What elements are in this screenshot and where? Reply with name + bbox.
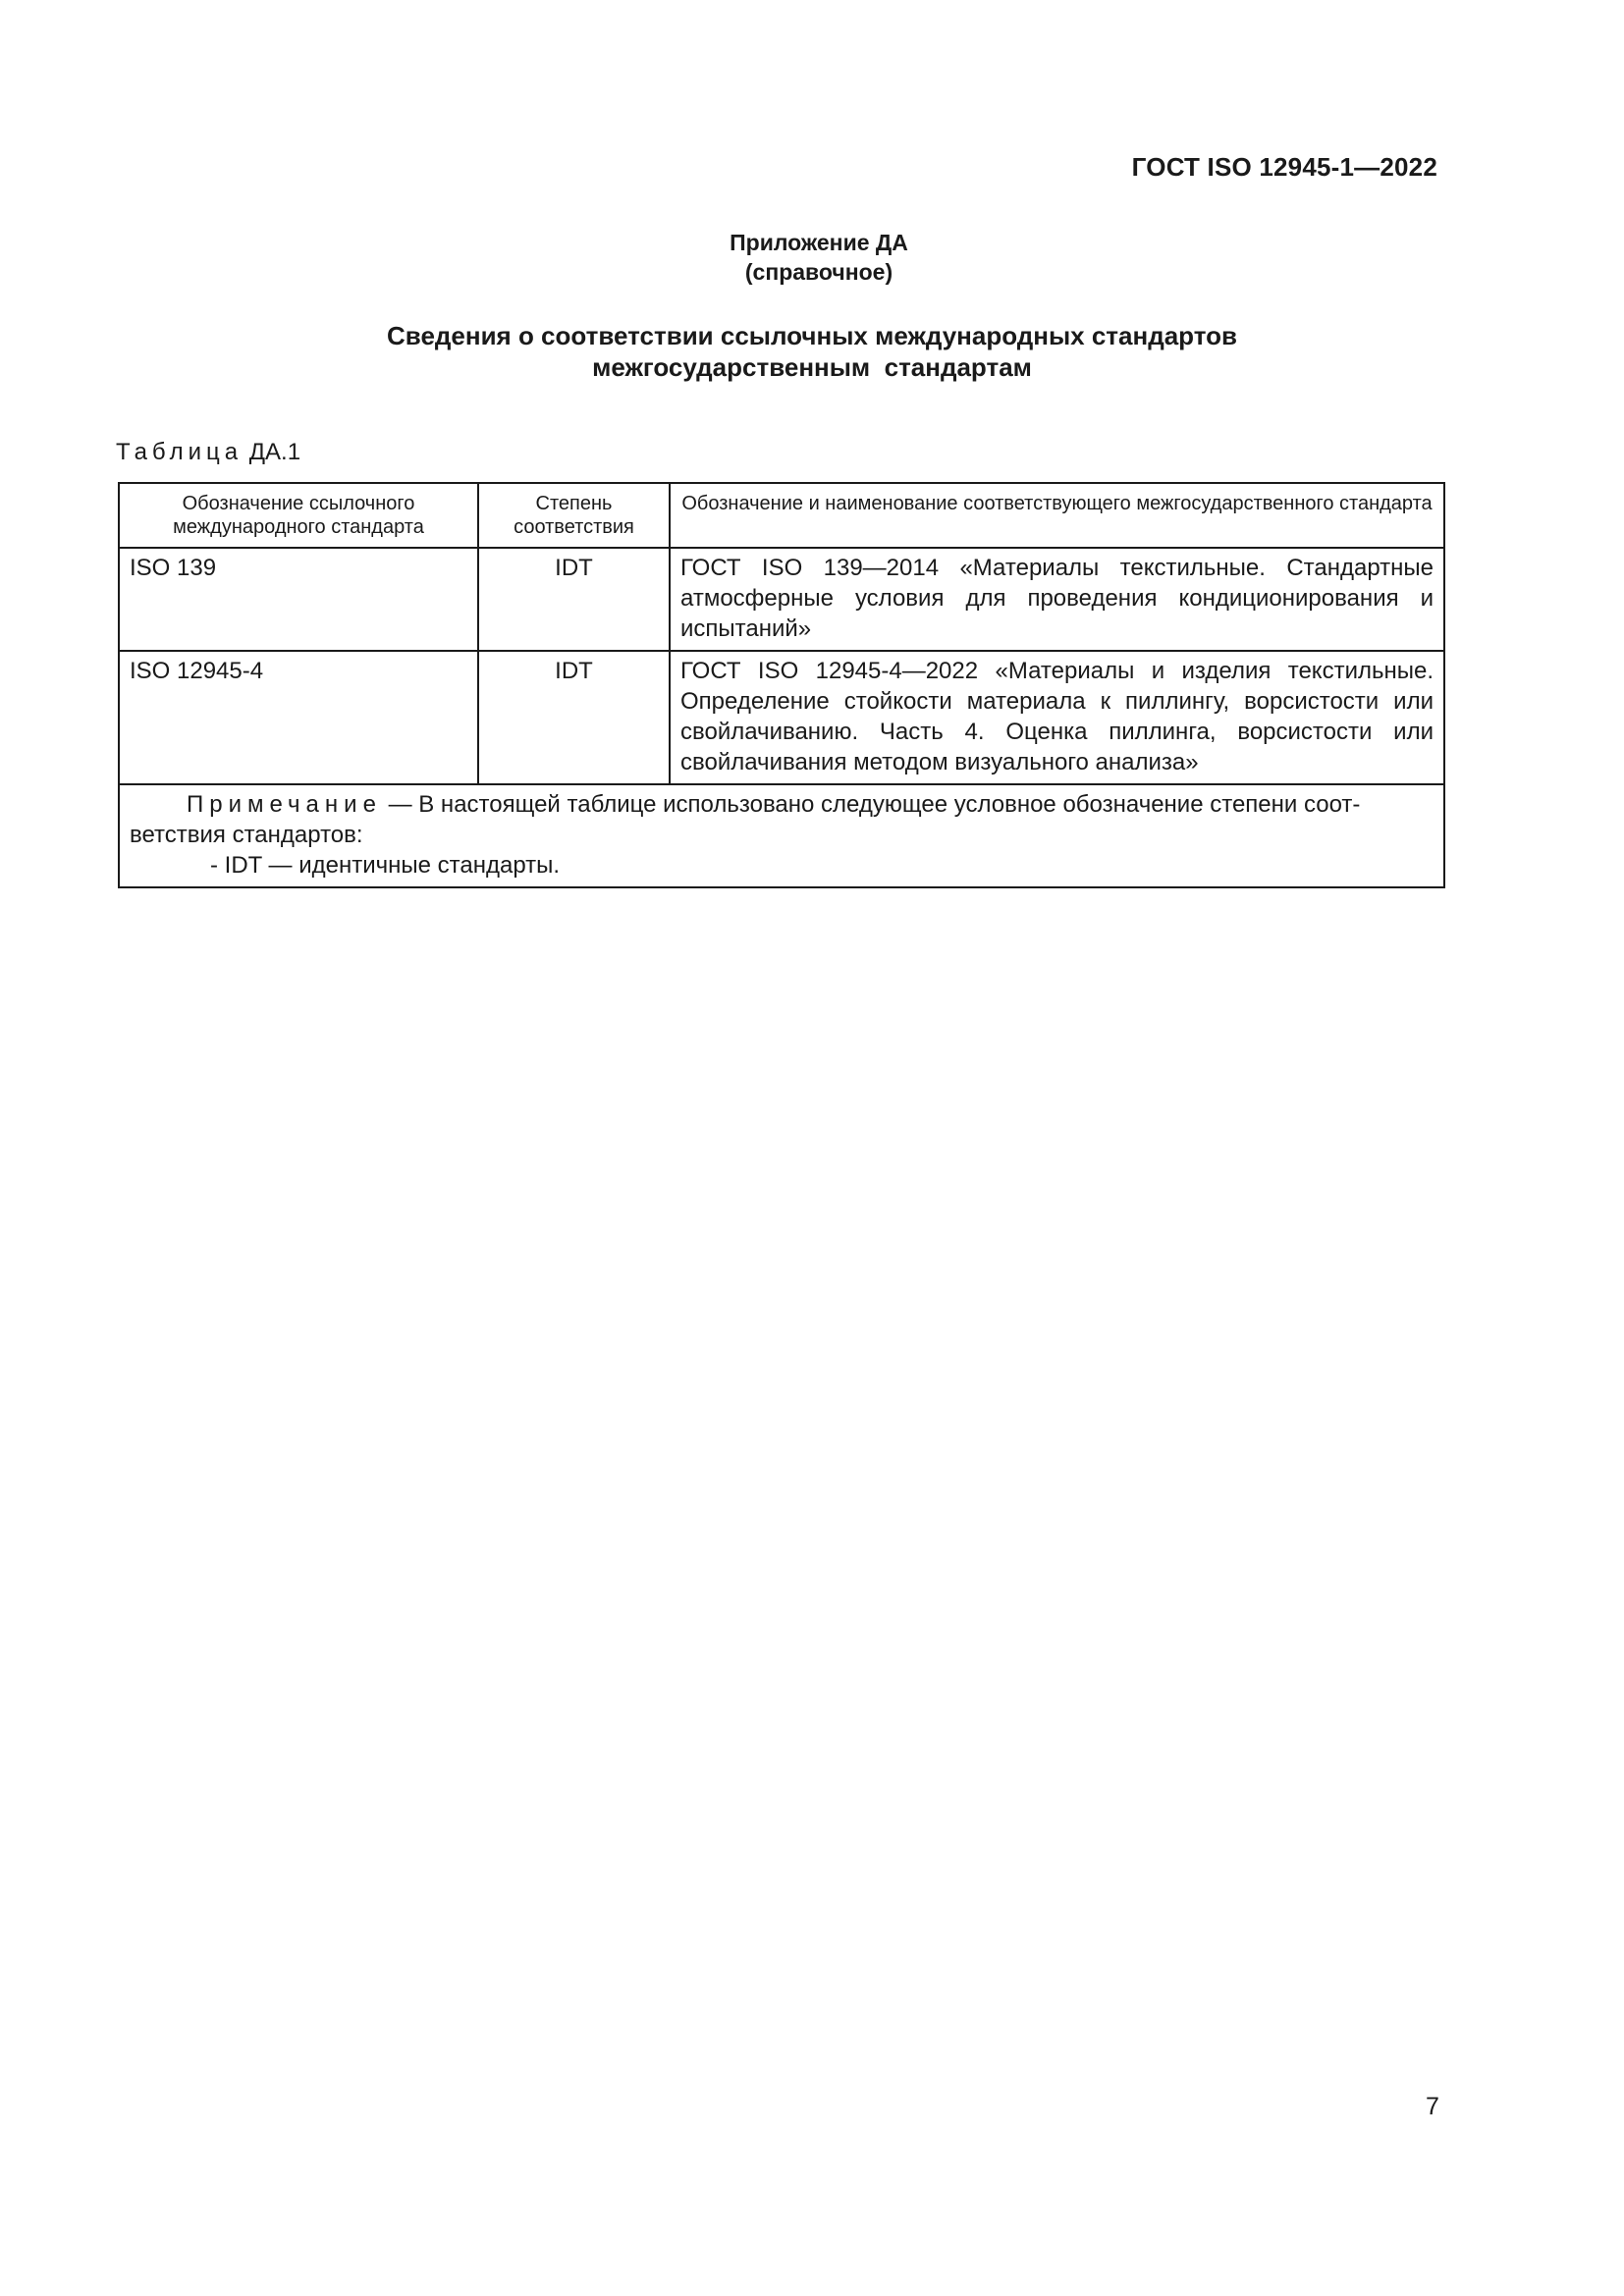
cell-degree: IDT [478,651,670,784]
standards-correspondence-table [118,482,1445,888]
header-col2-line2: соответствия [514,516,634,538]
cell-reference: ISO 12945-4 [119,651,478,784]
cell-standard-name: ГОСТ ISO 12945-4—2022 «Материалы и изделия текстильные. Определение стойкости материала к пиллингу, ворсистости или свойлачиванию. Часть 4. Оценка пиллинга, ворсистости или свойлачивания методом визуального анализа» [670,651,1444,784]
note-body: — В настоящей таблице использовано следующее условное обозначение степени соот-ветствия стандартов: [130,791,1361,848]
table-note-row [119,784,1444,887]
header-interstate-standard: Обозначение и наименование соответствующего межгосударственного стандарта [670,483,1444,548]
table-row [119,548,1444,651]
table-row [119,651,1444,784]
table-caption-word: Таблица [116,439,244,465]
note-text [130,789,1434,850]
header-col2-line1: Степень [535,493,613,514]
cell-standard-name: ГОСТ ISO 139—2014 «Материалы текстильные. Стандартные атмосферные условия для проведения кондиционирования и испытаний» [670,548,1444,651]
note-item: - IDT — идентичные стандарты. [210,852,561,879]
header-col1-line1: Обозначение ссылочного [182,493,415,514]
table-note [119,784,1444,887]
page-number: 7 [1426,2093,1439,2120]
header-col1-line2: международного стандарта [173,516,424,538]
appendix-title: Приложение ДА [730,230,908,255]
document-code: ГОСТ ISO 12945-1—2022 [1131,152,1437,182]
table-caption [116,439,300,466]
section-title-line1: Сведения о соответствии ссылочных международных стандартов [387,321,1237,350]
table-header-row [119,483,1444,548]
appendix-subtitle: (справочное) [744,259,893,285]
note-label: Примечание [187,791,382,818]
appendix-heading [0,228,1624,287]
table-caption-number: ДА.1 [248,439,301,465]
header-degree [478,483,670,548]
section-title [22,320,1602,383]
cell-degree: IDT [478,548,670,651]
section-title-line2: межгосударственным стандартам [592,352,1032,382]
header-reference-standard [119,483,478,548]
cell-reference: ISO 139 [119,548,478,651]
